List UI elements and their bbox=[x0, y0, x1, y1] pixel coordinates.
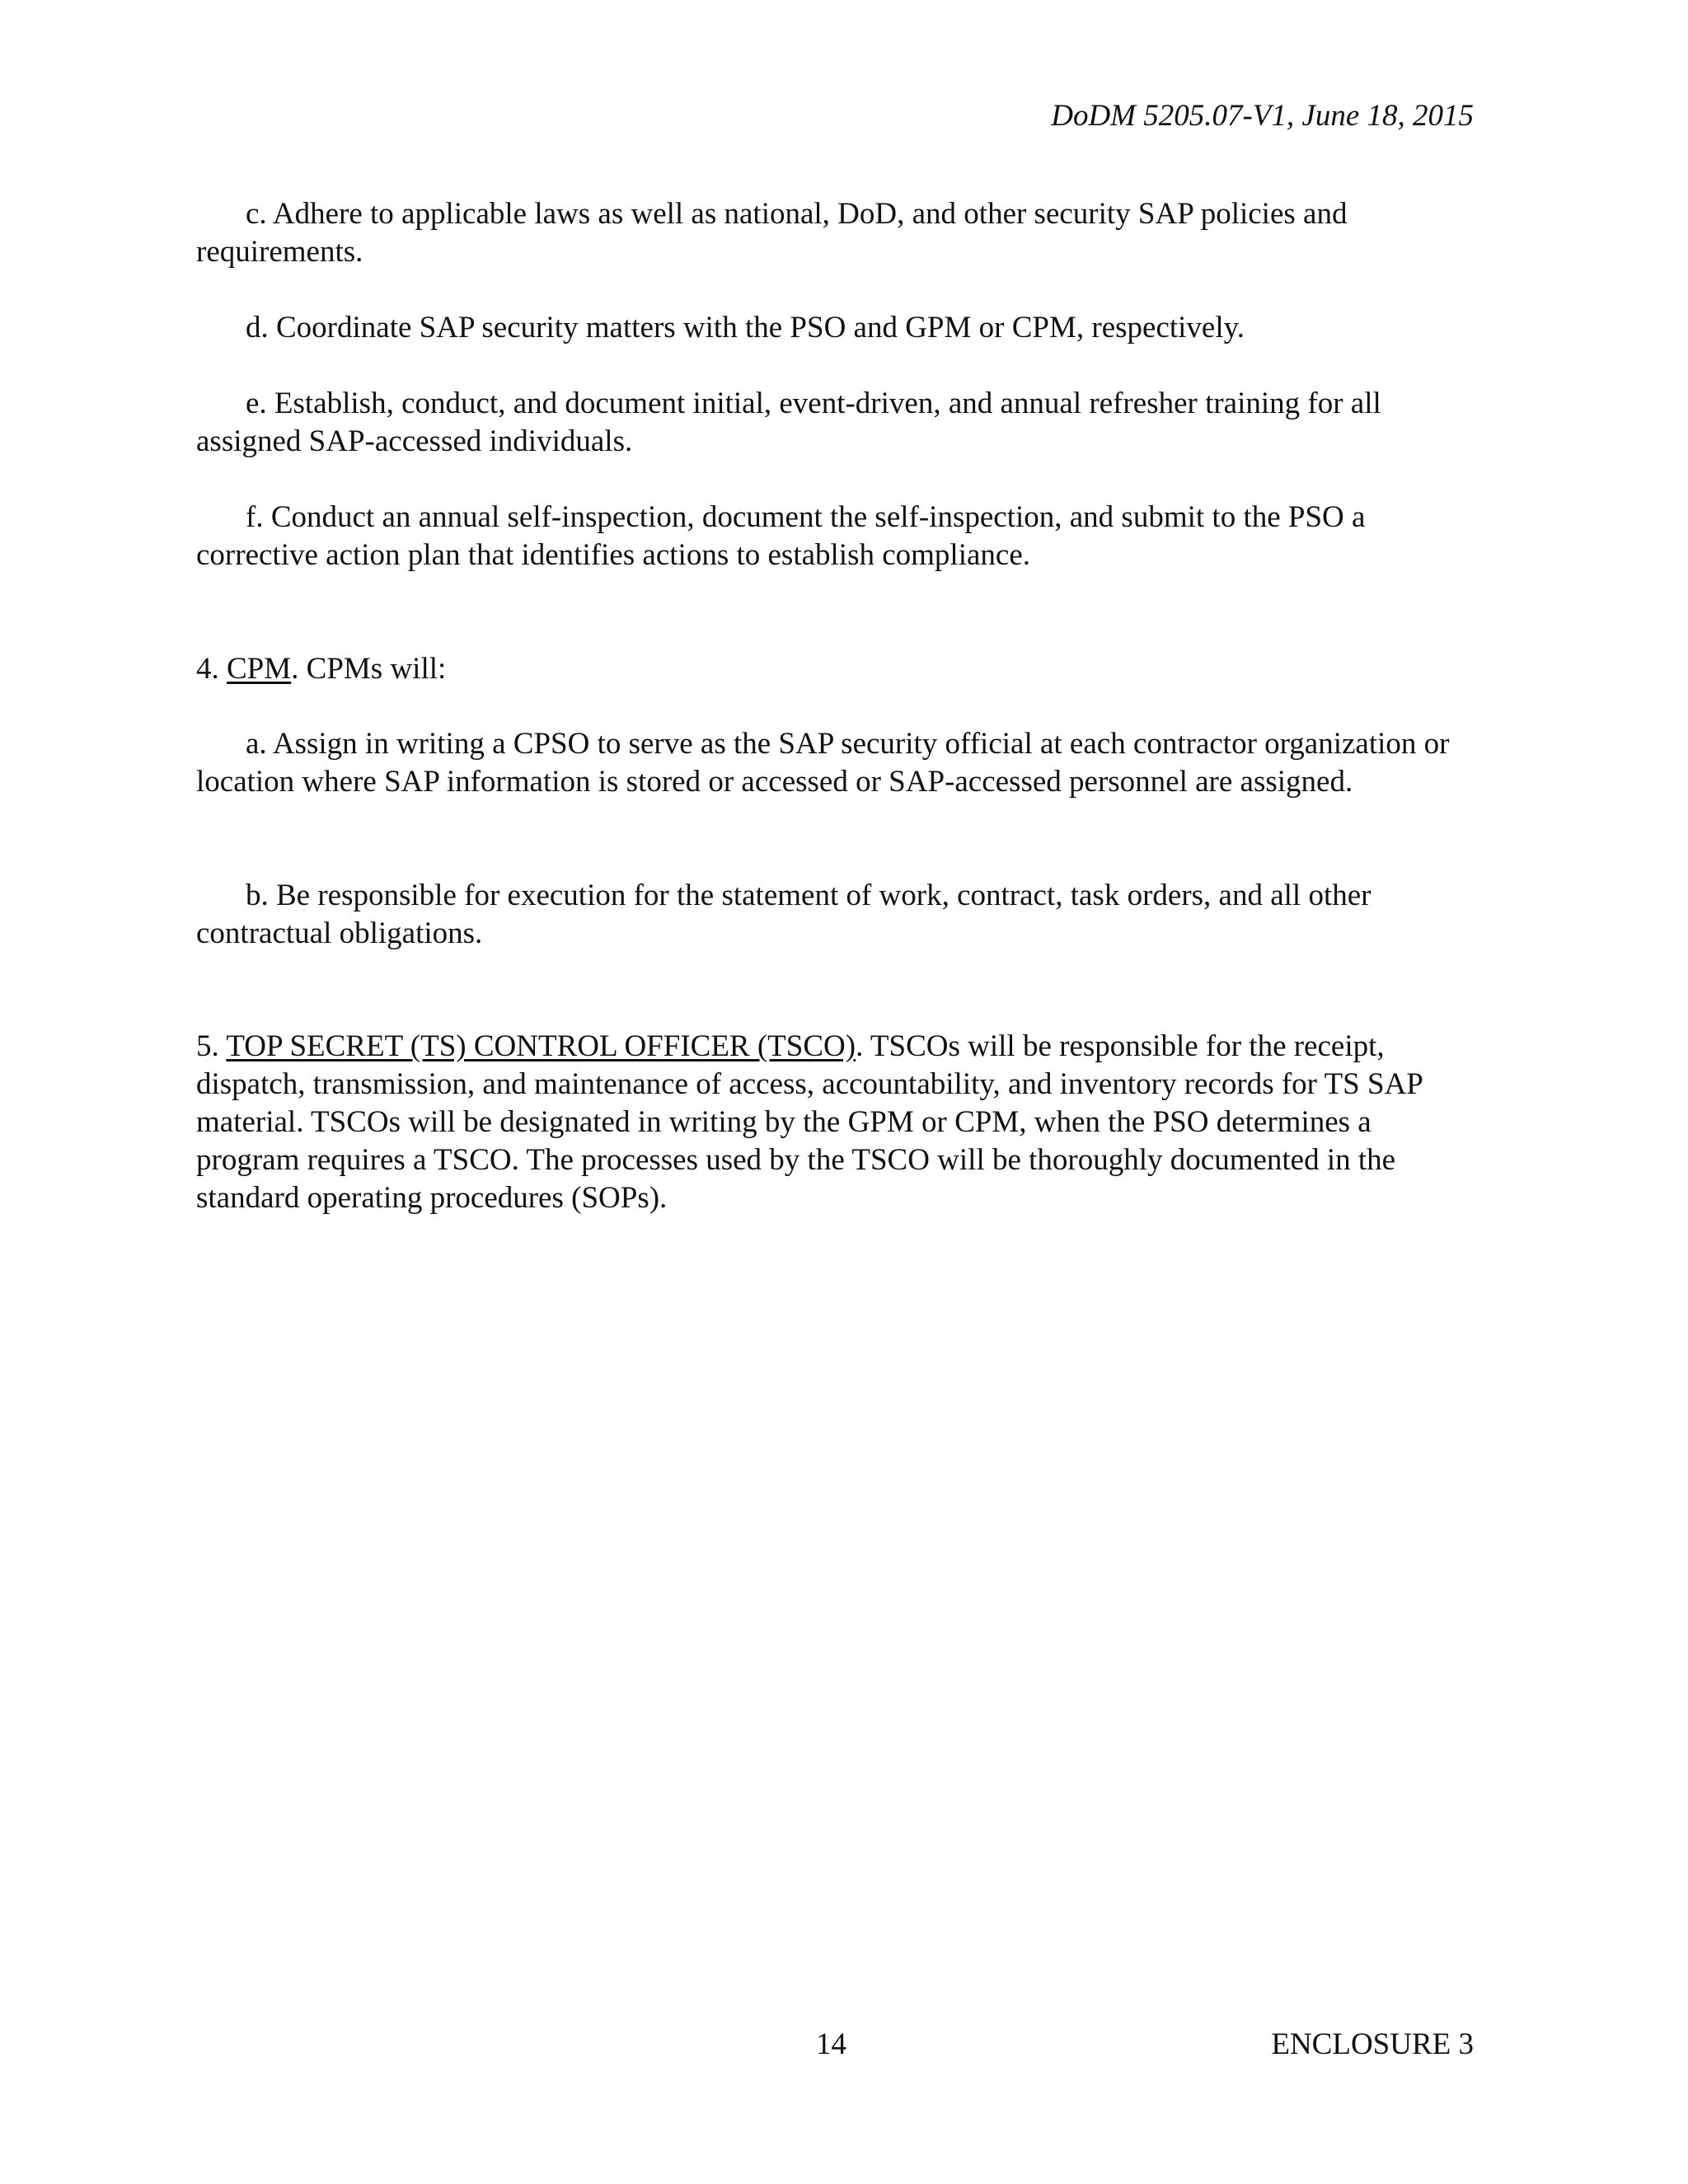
section-4-heading bbox=[196, 650, 1478, 688]
item-c: c. Adhere to applicable laws as well as national, DoD, and other security SAP policies and requirements. bbox=[196, 197, 1348, 269]
section-5-title: TOP SECRET (TS) CONTROL OFFICER (TSCO) bbox=[226, 1029, 856, 1063]
item-f: f. Conduct an annual self-inspection, document the self-inspection, and submit to the PSO a corrective action plan that identifies actions to establish compliance. bbox=[196, 500, 1366, 572]
section-5-body: . TSCOs will be responsible for the receipt, dispatch, transmission, and maintenance of access, accountability, and inventory records for TS SAP material. TSCOs will be designated in writing by the GPM or CPM, when the PSO determines a program requires a TSCO. The processes used by the TSCO will be thoroughly documented in the standard operating procedures (SOPs). bbox=[196, 1029, 1423, 1215]
item-d: d. Coordinate SAP security matters with the PSO and GPM or CPM, respectively. bbox=[246, 311, 1245, 344]
section-5-paragraph bbox=[196, 1028, 1478, 1217]
section-4-item-b: b. Be responsible for execution for the statement of work, contract, task orders, and all other contractual obligations. bbox=[196, 879, 1372, 950]
section-5-number: 5. bbox=[196, 1029, 227, 1063]
running-head: DoDM 5205.07-V1, June 18, 2015 bbox=[1051, 99, 1474, 133]
section-4-lead: . CPMs will: bbox=[291, 652, 447, 686]
item-e: e. Establish, conduct, and document initial, event-driven, and annual refresher training for all assigned SAP-accessed individuals. bbox=[196, 387, 1381, 458]
section-4-title: CPM bbox=[227, 652, 292, 686]
section-4-number: 4. bbox=[196, 652, 227, 686]
section-4-item-a: a. Assign in writing a CPSO to serve as the SAP security official at each contractor organization or location where SAP information is stored or accessed or SAP-accessed personnel are assigned. bbox=[196, 727, 1450, 799]
page-number: 14 bbox=[816, 2027, 846, 2061]
enclosure-label: ENCLOSURE 3 bbox=[1271, 2027, 1474, 2061]
